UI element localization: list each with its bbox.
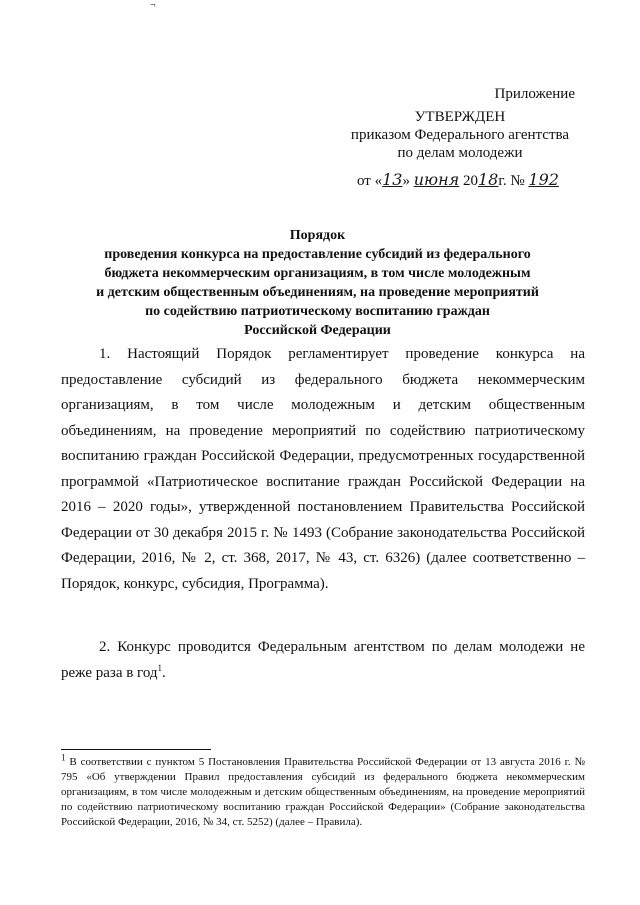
order-month-handwritten: июня: [413, 170, 460, 189]
approved-authority-line1: приказом Федерального агентства: [350, 127, 570, 143]
order-quote-close: »: [402, 173, 410, 189]
paragraph-2-text: 2. Конкурс проводится Федеральным агентством по делам молодежи не реже раза в год: [61, 639, 585, 681]
footnote-marker: 1: [61, 752, 66, 763]
footnote-ref: 1: [157, 662, 163, 673]
order-year-prefix: 20: [463, 173, 478, 189]
title-line-4: и детским общественным объединениям, на проведение мероприятий: [96, 285, 539, 300]
approved-authority-line2: по делам молодежи: [397, 145, 523, 161]
appendix-label: Приложение: [494, 86, 575, 102]
footnote-text: В соответствии с пунктом 5 Постановления Правительства Российской Федерации от 13 августа 2016 г. № 795 «Об утверждении Правил предоставления субсидий из федерального бюджета некоммерческим организациям, в том числе молодежным и детским общественным объединениям, на проведение мероприятий по содействию патриотическому воспитанию граждан Российской Федерации» (Собрание законодательства Российской Федерации, 2016, № 34, ст. 5252) (далее – Правила).: [61, 756, 585, 828]
order-day-handwritten: 13: [382, 170, 403, 189]
title-line-5: по содействию патриотическому воспитанию граждан: [145, 304, 490, 319]
document-title: [40, 226, 595, 340]
paragraph-2: [61, 635, 585, 686]
paragraph-1: 1. Настоящий Порядок регламентирует проведение конкурса на предоставление субсидий из федерального бюджета некоммерческим организациям, в том числе молодежным и детским общественным объединениям, на проведение мероприятий по содействию патриотическому воспитанию граждан Российской Федерации, предусмотренных государственной программой «Патриотическое воспитание граждан Российской Федерации на 2016 – 2020 годы», утвержденной постановлением Правительства Российской Федерации от 30 декабря 2015 г. № 1493 (Собрание законодательства Российской Федерации, 2016, № 2, ст. 368, 2017, № 43, ст. 6326) (далее соответственно – Порядок, конкурс, субсидия, Программа).: [61, 346, 585, 592]
title-line-2: проведения конкурса на предоставление субсидий из федерального: [104, 247, 531, 262]
order-date-line: [357, 170, 559, 190]
footnote: [61, 752, 585, 830]
order-number-label: г. №: [498, 173, 525, 189]
order-number-handwritten: 192: [528, 170, 559, 189]
order-year-handwritten: 18: [478, 170, 499, 189]
title-line-3: бюджета некоммерческим организациям, в том числе молодежным: [104, 266, 531, 281]
footnote-divider: [61, 749, 211, 750]
title-line-6: Российской Федерации: [244, 323, 391, 338]
paragraph-2-end: .: [162, 664, 166, 681]
title-line-1: Порядок: [289, 228, 346, 243]
scan-mark: ¬: [150, 0, 156, 11]
order-prefix: от «: [357, 173, 383, 189]
approved-heading: УТВЕРЖДЕН: [414, 109, 506, 125]
